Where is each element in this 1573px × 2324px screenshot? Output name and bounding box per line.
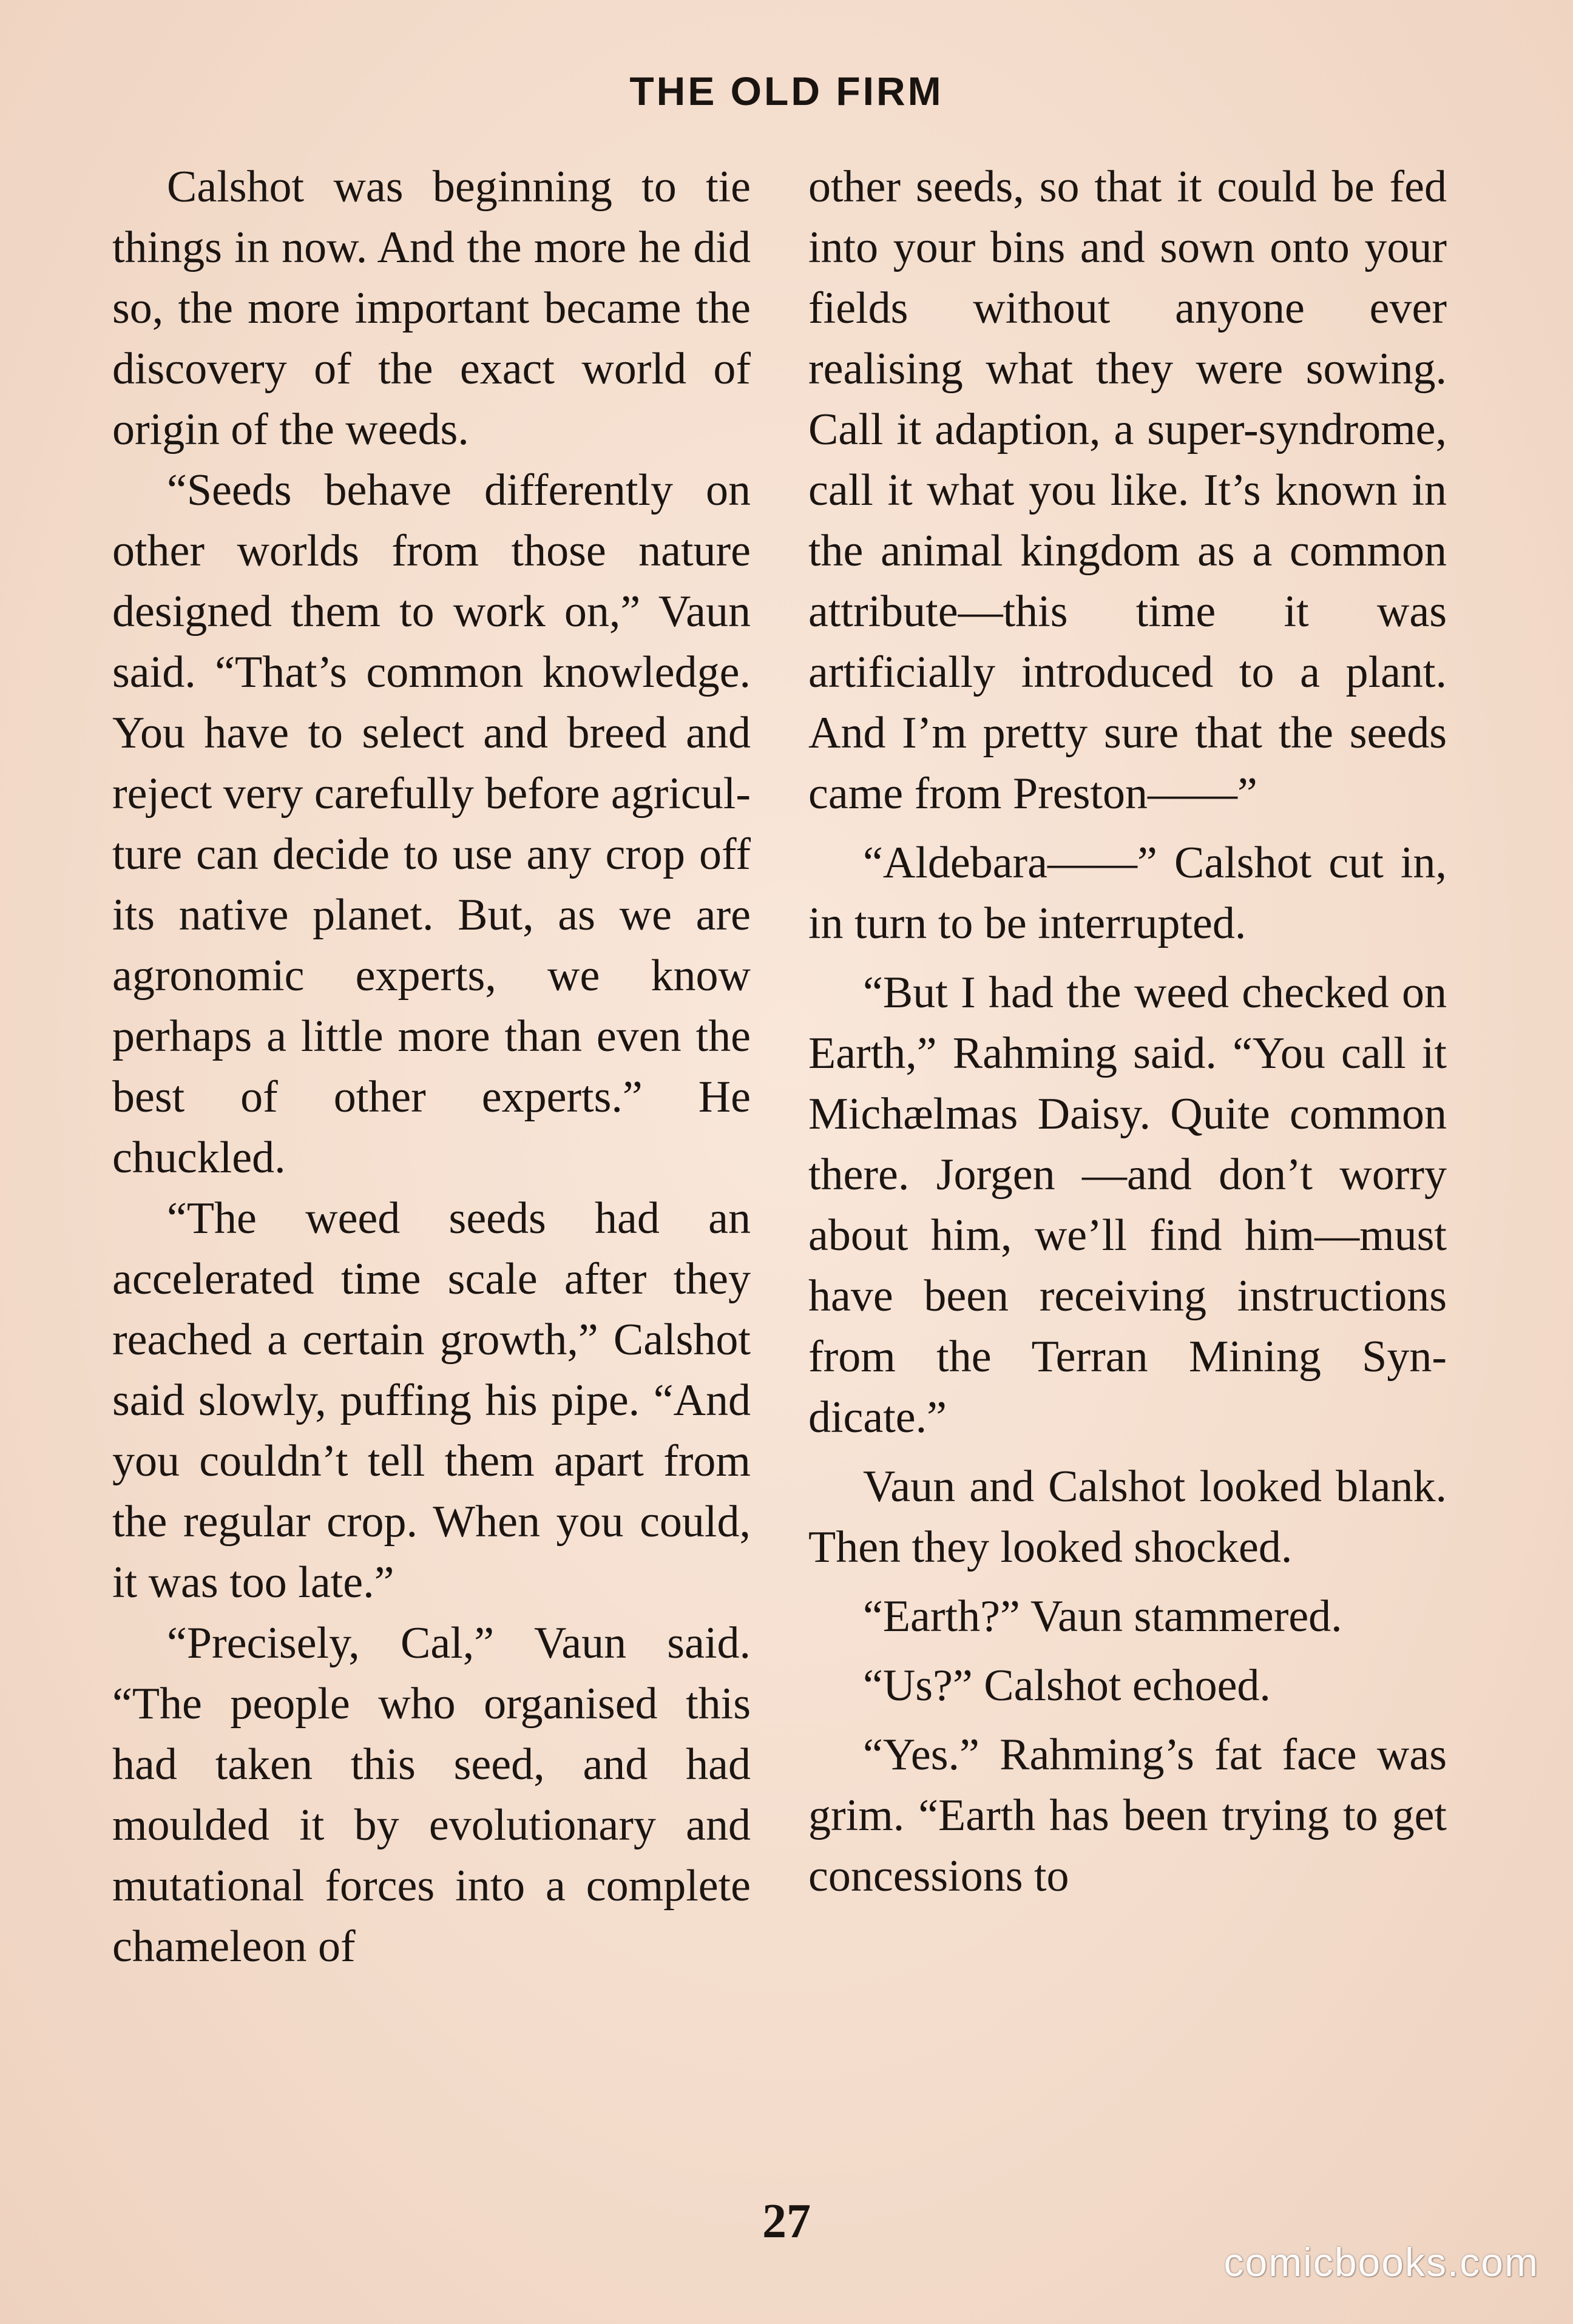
paragraph: Calshot was beginning to tie things in now. And the more he did so, the more important became the discovery of the exact world of origin of the weeds.: [112, 162, 751, 454]
paragraph: Vaun and Calshot looked blank. Then they looked shocked.: [808, 1462, 1447, 1572]
left-text-column: [112, 157, 751, 1977]
paragraph: “Seeds behave differently on other worlds from those nature designed them to work on,” Vaun said. “That’s common knowledge. You have to select and breed and reject very carefully before agriculture can decide to use any crop off its native planet. But, as we are agronomic experts, we know perhaps a little more than even the best of other experts.” He chuckled.: [112, 465, 751, 1183]
paragraph: “Yes.” Rahming’s fat face was grim. “Earth has been trying to get concessions to: [808, 1730, 1447, 1901]
paragraph: “Aldebara——” Calshot cut in, in turn to be interrupted.: [808, 838, 1447, 948]
paragraph: “Earth?” Vaun stammered.: [863, 1592, 1342, 1641]
running-title: THE OLD FIRM: [629, 69, 944, 113]
page-number: 27: [762, 2195, 811, 2248]
paragraph: “Us?” Calshot echoed.: [863, 1661, 1271, 1711]
right-text-column: [808, 157, 1447, 1907]
paragraph: “The weed seeds had an accelerated time scale after they reached a certain growth,” Calshot said slowly, puffing his pipe. “And you couldn’t tell them apart from the regular crop. When you could, it was too late.”: [112, 1194, 751, 1607]
paragraph: “But I had the weed checked on Earth,” Rahming said. “You call it Michælmas Daisy. Quite common there. Jorgen —and don’t worry about him, we’ll find him—must have been receiving instructions from the Terran Mining Syndicate.”: [808, 968, 1447, 1442]
watermark-text: comicbooks.com: [1223, 2240, 1539, 2285]
paragraph: “Precisely, Cal,” Vaun said. “The people who organised this had taken this seed, and had moulded it by evolutionary and mutational forces into a complete chameleon of: [112, 1618, 751, 1971]
paragraph: other seeds, so that it could be fed into your bins and sown onto your fields without anyone ever realising what they were sowing. Call it adaption, a super-syndrome, call it what you like. It’s known in the animal kingdom as a common attribute—this time it was artificially introduced to a plant. And I’m pretty sure that the seeds came from Preston——”: [808, 162, 1447, 819]
